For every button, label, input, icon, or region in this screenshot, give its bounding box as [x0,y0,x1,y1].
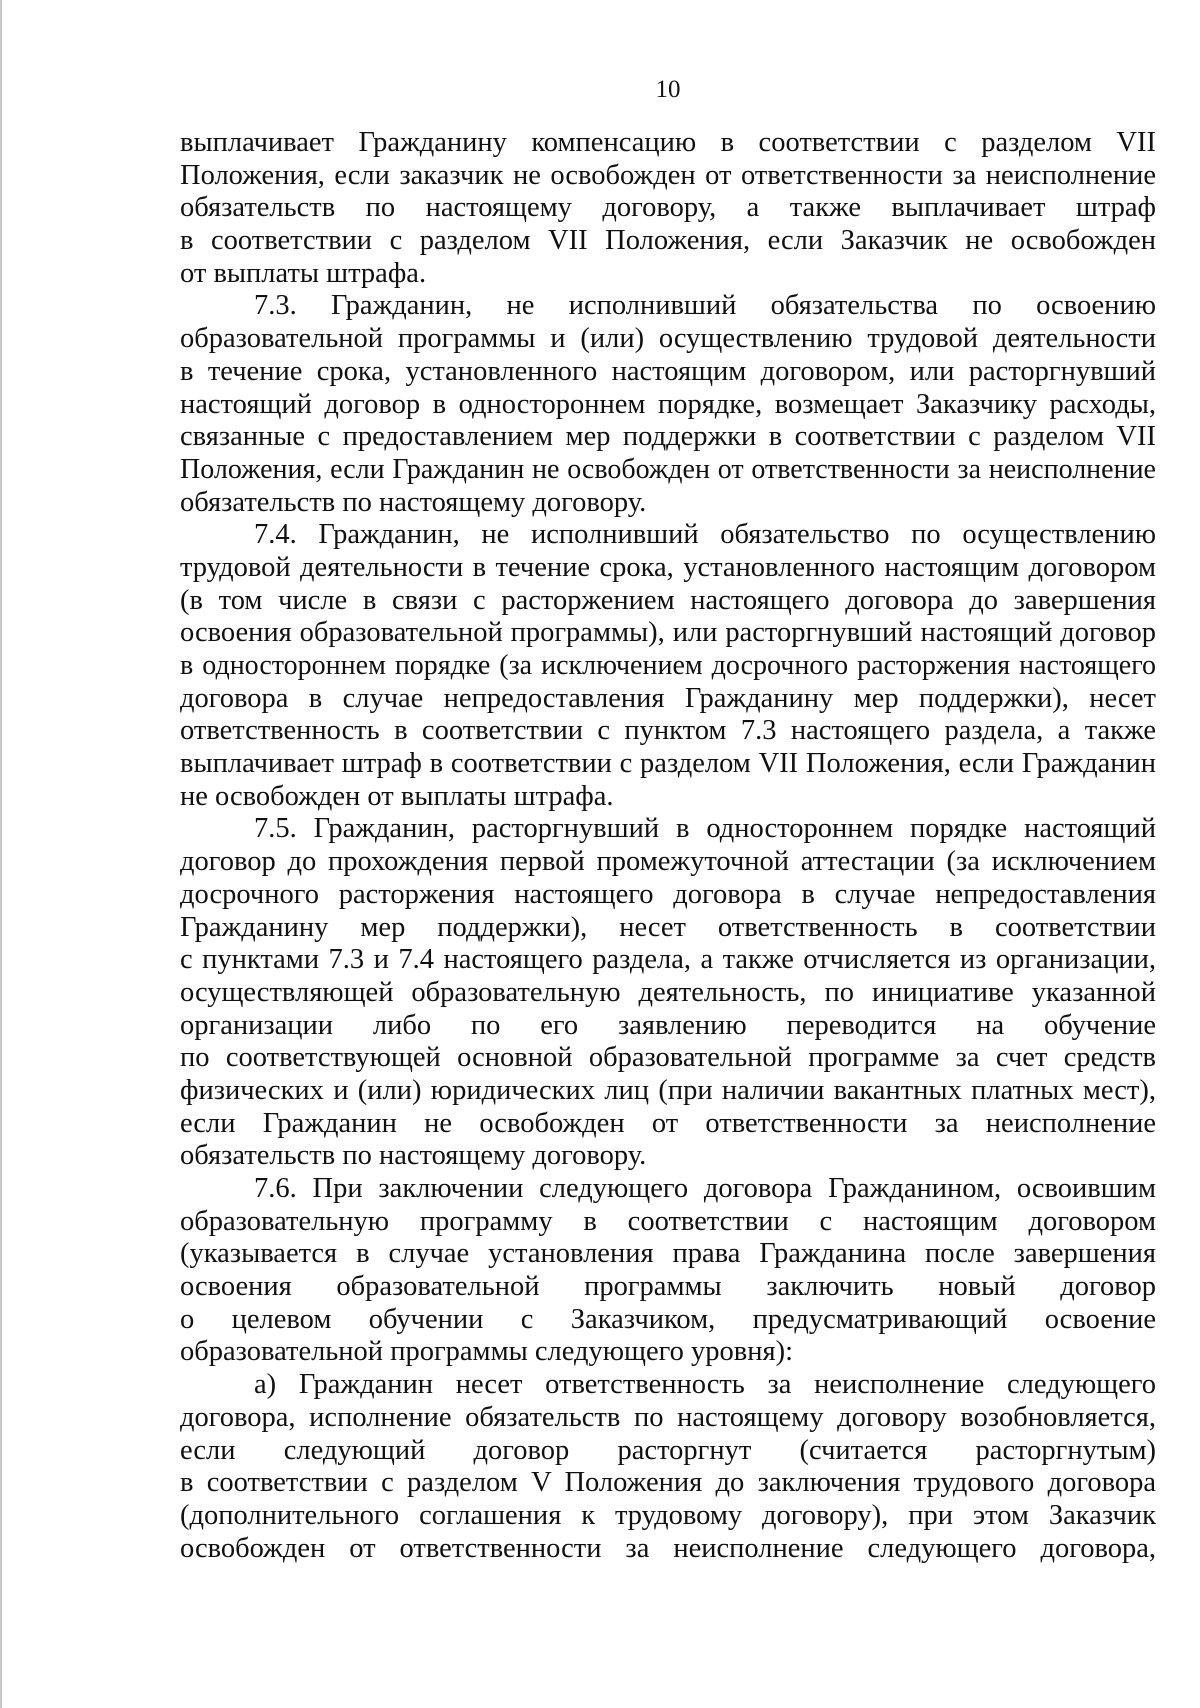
text-line: договор до прохождения первой промежуточной аттестации (за исключением [180,846,1156,878]
text-line: в одностороннем порядке (за исключением досрочного расторжения настоящего [180,650,1156,681]
text-line: если следующий договор расторгнут (считается расторгнутым) [180,1434,1156,1466]
text-line: образовательной программы следующего уровня): [180,1336,793,1368]
text-line: если Гражданин не освобожден от ответственности за неисполнение [180,1107,1156,1139]
text-line: не освобожден от выплаты штрафа. [180,780,614,812]
text-line: обязательств по настоящему договору. [180,486,647,518]
text-line: в соответствии с разделом V Положения до заключения трудового договора [180,1467,1156,1499]
text-line: Положения, если Гражданин не освобожден от ответственности за неисполнение [180,453,1156,485]
text-line: освоения образовательной программы), или расторгнувший настоящий договор [180,617,1156,649]
text-line: Положения, если заказчик не освобожден от ответственности за неисполнение [180,159,1156,191]
text-line: образовательной программы и (или) осуществлению трудовой деятельности [180,323,1156,355]
document-body [180,127,1156,1565]
text-line: 7.5. Гражданин, расторгнувший в одностороннем порядке настоящий [254,813,1156,845]
page-number: 10 [655,76,681,103]
text-line: образовательную программу в соответствии с настоящим договором [180,1205,1156,1237]
text-line: 7.3. Гражданин, не исполнивший обязательства по освоению [254,290,1156,322]
text-line: настоящий договор в одностороннем порядке, возмещает Заказчику расходы, [180,388,1156,420]
text-line: (дополнительного соглашения к трудовому договору), при этом Заказчик [180,1499,1156,1531]
text-line: трудовой деятельности в течение срока, установленного настоящим договором [180,551,1156,583]
text-line: организации либо по его заявлению переводится на обучение [180,1009,1156,1041]
text-line: а) Гражданин несет ответственность за неисполнение следующего [254,1369,1156,1401]
text-line: договора в случае непредоставления Гражданину мер поддержки), несет [180,682,1156,714]
text-line: выплачивает штраф в соответствии с разделом VII Положения, если Гражданин [180,748,1156,780]
text-line: 7.6. При заключении следующего договора Гражданином, освоившим [254,1173,1156,1204]
text-line: осуществляющей образовательную деятельность, по инициативе указанной [180,976,1156,1008]
text-line: ответственность в соответствии с пунктом 7.3 настоящего раздела, а также [180,715,1156,747]
text-line: обязательств по настоящему договору, а также выплачивает штраф [180,192,1156,224]
text-line: договора, исполнение обязательств по настоящему договору возобновляется, [180,1401,1156,1433]
text-line: обязательств по настоящему договору. [180,1140,647,1172]
text-line: выплачивает Гражданину компенсацию в соответствии с разделом VII [180,127,1156,158]
scan-edge [0,0,2,1708]
text-line: освобожден от ответственности за неисполнение следующего договора, [180,1532,1156,1564]
text-line: с пунктами 7.3 и 7.4 настоящего раздела, а также отчисляется из организации, [180,944,1156,976]
text-line: Гражданину мер поддержки), несет ответственность в соответствии [180,911,1156,943]
text-line: в течение срока, установленного настоящим договором, или расторгнувший [180,355,1156,387]
text-line: связанные с предоставлением мер поддержки в соответствии с разделом VII [180,421,1156,453]
text-line: о целевом обучении с Заказчиком, предусматривающий освоение [180,1303,1156,1335]
text-line: (указывается в случае установления права Гражданина после завершения [180,1238,1156,1270]
text-line: физических и (или) юридических лиц (при наличии вакантных платных мест), [180,1074,1156,1106]
text-line: досрочного расторжения настоящего договора в случае непредоставления [180,878,1156,910]
text-line: освоения образовательной программы заключить новый договор [180,1271,1156,1303]
text-line: от выплаты штрафа. [180,257,427,289]
text-line: в соответствии с разделом VII Положения, если Заказчик не освобожден [180,225,1156,257]
text-line: 7.4. Гражданин, не исполнивший обязательство по осуществлению [254,519,1156,551]
text-line: по соответствующей основной образовательной программе за счет средств [180,1042,1156,1074]
text-line: (в том числе в связи с расторжением настоящего договора до завершения [180,584,1156,616]
